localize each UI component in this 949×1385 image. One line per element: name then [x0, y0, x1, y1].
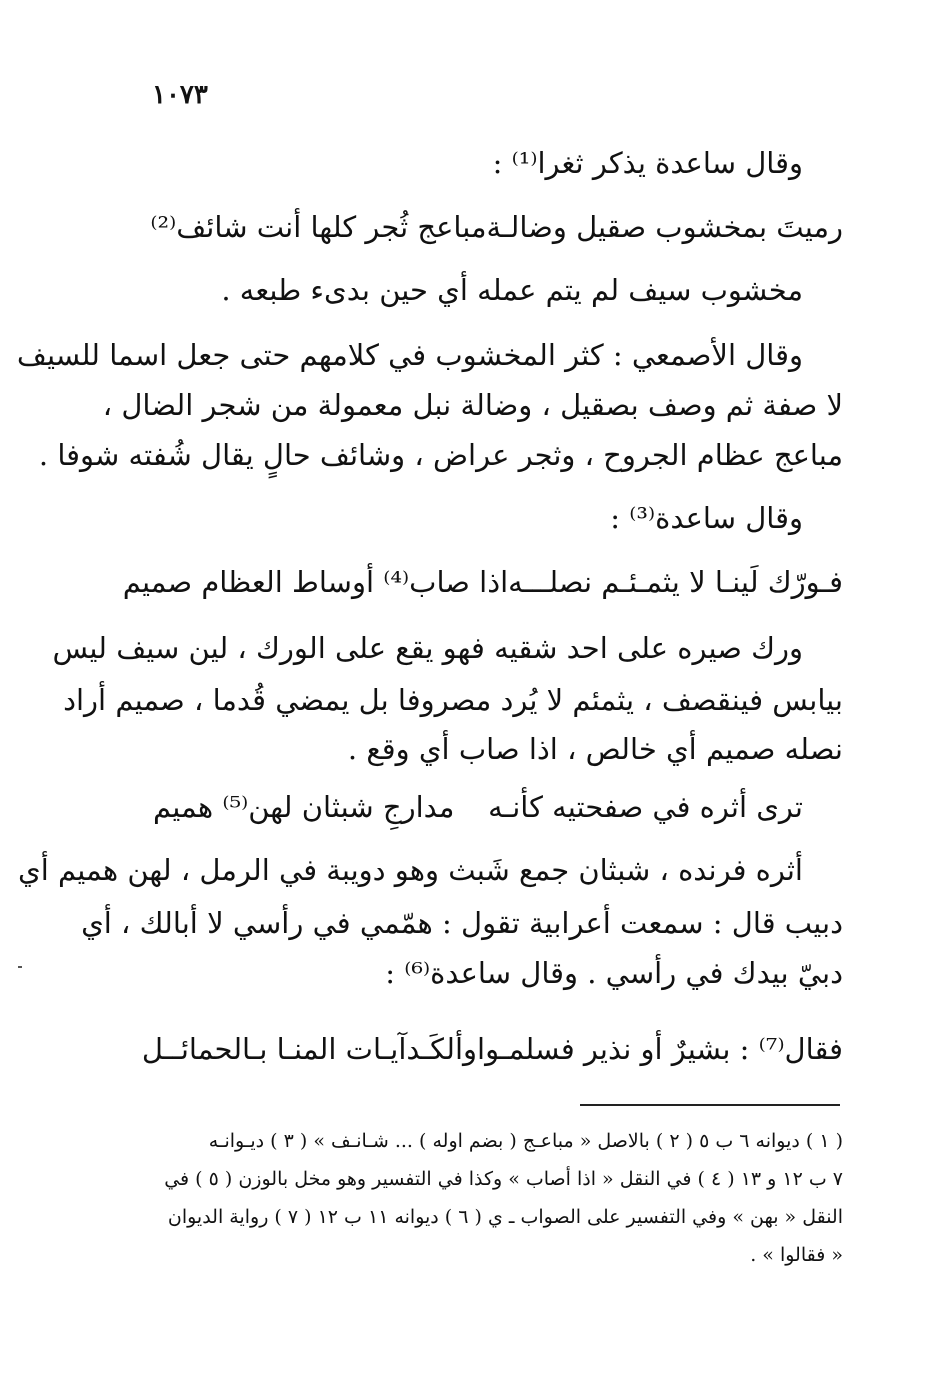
page-number: ١٠٧٣: [152, 80, 208, 110]
verse-second-hemistich: اذا صاب⁽⁴⁾ أوساط العظام صميم: [122, 565, 509, 599]
text-line: دبيّ بيدك في رأسي . وقال ساعدة⁽⁶⁾ :: [385, 956, 843, 990]
text-line: بيابس فينقصف ، يثمئم لا يُرد مصروفا بل يمضي قُدما ، صميم أراد: [63, 683, 843, 717]
text-line: ورك صيره على احد شقيه فهو يقع على الورك ، لين سيف ليس: [52, 631, 803, 665]
verse-second-hemistich: مباعج ثُجر كلها أنت شائف⁽²⁾: [150, 210, 487, 244]
footnote-line: ( ١ ) ديوانه ٦ ب ٥ ( ٢ ) بالاصل « مباعـج ( بضم اوله ) ... شـانـف » ( ٣ ) ديـوانـه: [208, 1130, 843, 1152]
poem-verse: [141, 1029, 843, 1069]
scan-speck: [18, 966, 22, 968]
footnote-line: « فقالوا » .: [750, 1244, 843, 1266]
text-line: مخشوب سيف لم يتم عمله أي حين بدىء طبعه .: [221, 273, 803, 307]
verse-first-hemistich: رميتَ بمخشوب صقيل وضالـة: [486, 210, 843, 244]
text-line: وقال ساعدة⁽³⁾ :: [610, 501, 803, 535]
text-line: مباعج عظام الجروح ، وثجر عراض ، وشائف حالٍ يقال شُفته شوفا .: [38, 438, 843, 472]
verse-second-hemistich: مدارجِ شبثان لهن⁽⁵⁾ هميم: [153, 790, 455, 824]
text-line: أثره فرنده ، شبثان جمع شَبث وهو دويبة في الرمل ، لهن هميم أي: [18, 853, 803, 887]
text-line: لا صفة ثم وصف بصقيل ، وضالة نبل معمولة من شجر الضال ،: [102, 388, 843, 422]
text-line: وقال ساعدة يذكر ثغرا⁽¹⁾ :: [492, 146, 803, 180]
footnote-line: النقل « بهن » وفي التفسير على الصواب ـ ي ( ٦ ) ديوانه ١١ ب ١٢ ( ٧ ) رواية الديوان: [167, 1206, 843, 1228]
text-line: دبيب قال : سمعت أعرابية تقول : همّمي في رأسي لا أبالك ، أي: [81, 906, 843, 940]
verse-second-hemistich: وألكَـدآيـات المنـا بـالحمائــل: [141, 1032, 478, 1066]
footnote-separator: [580, 1104, 840, 1106]
footnote-line: ٧ ب ١٢ و ١٣ ( ٤ ) في النقل « اذا أصاب » وكذا في التفسير وهو مخل بالوزن ( ٥ ) في: [164, 1168, 843, 1190]
verse-first-hemistich: فـورّك لَينـا لا يثمـئـم نصلـــه: [508, 565, 843, 599]
text-line: نصله صميم أي خالص ، اذا صاب أي وقع .: [347, 732, 843, 766]
poem-verse: [150, 207, 843, 247]
verse-first-hemistich: ترى أثره في صفحتيه كأنـه: [488, 790, 803, 824]
verse-first-hemistich: فقال⁽⁷⁾ : بشيرٌ أو نذير فسلمـوا: [477, 1032, 843, 1066]
poem-verse: [153, 787, 803, 827]
poem-verse: [122, 562, 843, 602]
text-line: وقال الأصمعي : كثر المخشوب في كلامهم حتى جعل اسما للسيف: [16, 338, 803, 372]
